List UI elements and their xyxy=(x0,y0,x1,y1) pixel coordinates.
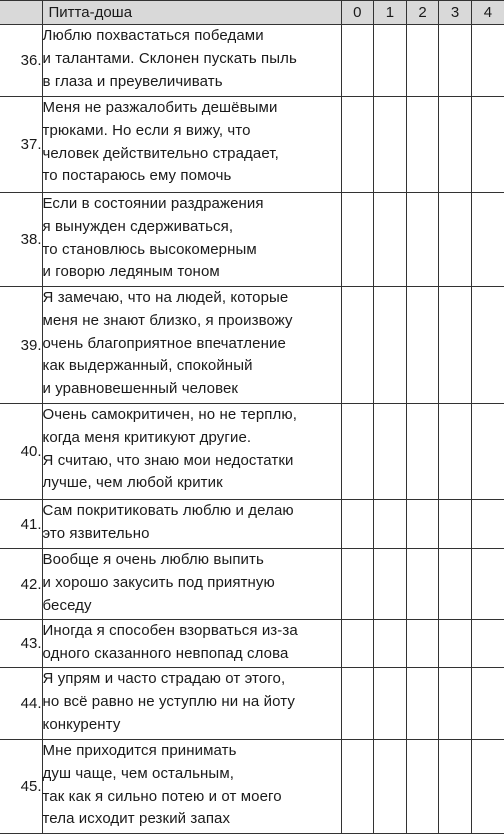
score-header-3: 3 xyxy=(439,1,472,25)
question-text: Я замечаю, что на людей, которые меня не знают близко, я произвожу очень благоприятное впечатление как выдержанный, спокойный и уравновешенный человек xyxy=(42,287,341,404)
score-cell-4[interactable] xyxy=(471,500,504,549)
score-cell-1[interactable] xyxy=(374,620,407,668)
score-cell-1[interactable] xyxy=(374,404,407,500)
score-cell-4[interactable] xyxy=(471,740,504,834)
section-title: Питта-доша xyxy=(42,1,341,25)
table-header-row xyxy=(0,1,504,25)
score-cell-3[interactable] xyxy=(439,97,472,193)
score-cell-2[interactable] xyxy=(406,549,439,620)
score-cell-0[interactable] xyxy=(341,740,374,834)
score-cell-4[interactable] xyxy=(471,549,504,620)
score-cell-3[interactable] xyxy=(439,668,472,740)
table-row xyxy=(0,668,504,740)
score-cell-3[interactable] xyxy=(439,193,472,287)
question-number: 41. xyxy=(0,500,42,549)
score-cell-1[interactable] xyxy=(374,500,407,549)
question-number: 43. xyxy=(0,620,42,668)
score-cell-0[interactable] xyxy=(341,193,374,287)
score-cell-3[interactable] xyxy=(439,740,472,834)
score-cell-4[interactable] xyxy=(471,25,504,97)
score-cell-1[interactable] xyxy=(374,549,407,620)
score-cell-1[interactable] xyxy=(374,668,407,740)
question-text: Мне приходится принимать душ чаще, чем остальным, так как я сильно потею и от моего тела исходит резкий запах xyxy=(42,740,341,834)
score-cell-4[interactable] xyxy=(471,97,504,193)
score-cell-2[interactable] xyxy=(406,193,439,287)
question-text: Иногда я способен взорваться из-за одного сказанного невпопад слова xyxy=(42,620,341,668)
score-cell-2[interactable] xyxy=(406,404,439,500)
score-cell-4[interactable] xyxy=(471,287,504,404)
score-cell-1[interactable] xyxy=(374,287,407,404)
question-text: Если в состоянии раздражения я вынужден сдерживаться, то становлюсь высокомерным и говорю ледяным тоном xyxy=(42,193,341,287)
score-cell-1[interactable] xyxy=(374,193,407,287)
question-text: Меня не разжалобить дешёвыми трюками. Но если я вижу, что человек действительно страдает, то постараюсь ему помочь xyxy=(42,97,341,193)
score-cell-2[interactable] xyxy=(406,500,439,549)
score-cell-2[interactable] xyxy=(406,287,439,404)
question-number: 45. xyxy=(0,740,42,834)
table-row xyxy=(0,549,504,620)
table-row xyxy=(0,740,504,834)
score-cell-0[interactable] xyxy=(341,500,374,549)
question-text: Сам покритиковать люблю и делаю это язвительно xyxy=(42,500,341,549)
score-cell-1[interactable] xyxy=(374,740,407,834)
score-cell-3[interactable] xyxy=(439,549,472,620)
score-cell-2[interactable] xyxy=(406,97,439,193)
score-cell-2[interactable] xyxy=(406,668,439,740)
score-cell-4[interactable] xyxy=(471,193,504,287)
table-row xyxy=(0,404,504,500)
score-cell-3[interactable] xyxy=(439,287,472,404)
score-cell-0[interactable] xyxy=(341,668,374,740)
question-text: Я упрям и часто страдаю от этого, но всё равно не уступлю ни на йоту конкуренту xyxy=(42,668,341,740)
score-header-2: 2 xyxy=(406,1,439,25)
score-cell-1[interactable] xyxy=(374,25,407,97)
score-cell-4[interactable] xyxy=(471,404,504,500)
score-cell-4[interactable] xyxy=(471,620,504,668)
question-number: 36. xyxy=(0,25,42,97)
score-cell-0[interactable] xyxy=(341,25,374,97)
score-cell-1[interactable] xyxy=(374,97,407,193)
score-cell-2[interactable] xyxy=(406,740,439,834)
score-cell-2[interactable] xyxy=(406,25,439,97)
score-header-1: 1 xyxy=(374,1,407,25)
question-number: 37. xyxy=(0,97,42,193)
score-cell-3[interactable] xyxy=(439,25,472,97)
question-text: Люблю похвастаться победами и талантами. Склонен пускать пыль в глаза и преувеличивать xyxy=(42,25,341,97)
score-cell-0[interactable] xyxy=(341,404,374,500)
score-cell-0[interactable] xyxy=(341,97,374,193)
question-number: 44. xyxy=(0,668,42,740)
table-row xyxy=(0,193,504,287)
table-row xyxy=(0,620,504,668)
score-cell-0[interactable] xyxy=(341,287,374,404)
question-number: 40. xyxy=(0,404,42,500)
score-cell-3[interactable] xyxy=(439,500,472,549)
score-cell-0[interactable] xyxy=(341,620,374,668)
question-number: 38. xyxy=(0,193,42,287)
score-header-4: 4 xyxy=(471,1,504,25)
score-header-0: 0 xyxy=(341,1,374,25)
table-row xyxy=(0,25,504,97)
question-text: Вообще я очень люблю выпить и хорошо закусить под приятную беседу xyxy=(42,549,341,620)
table-row xyxy=(0,97,504,193)
header-number-cell xyxy=(0,1,42,25)
score-cell-3[interactable] xyxy=(439,404,472,500)
score-cell-2[interactable] xyxy=(406,620,439,668)
question-text: Очень самокритичен, но не терплю, когда меня критикуют другие. Я считаю, что знаю мои недостатки лучше, чем любой критик xyxy=(42,404,341,500)
score-cell-4[interactable] xyxy=(471,668,504,740)
score-cell-3[interactable] xyxy=(439,620,472,668)
table-row xyxy=(0,500,504,549)
score-cell-0[interactable] xyxy=(341,549,374,620)
table-row xyxy=(0,287,504,404)
question-number: 39. xyxy=(0,287,42,404)
question-number: 42. xyxy=(0,549,42,620)
